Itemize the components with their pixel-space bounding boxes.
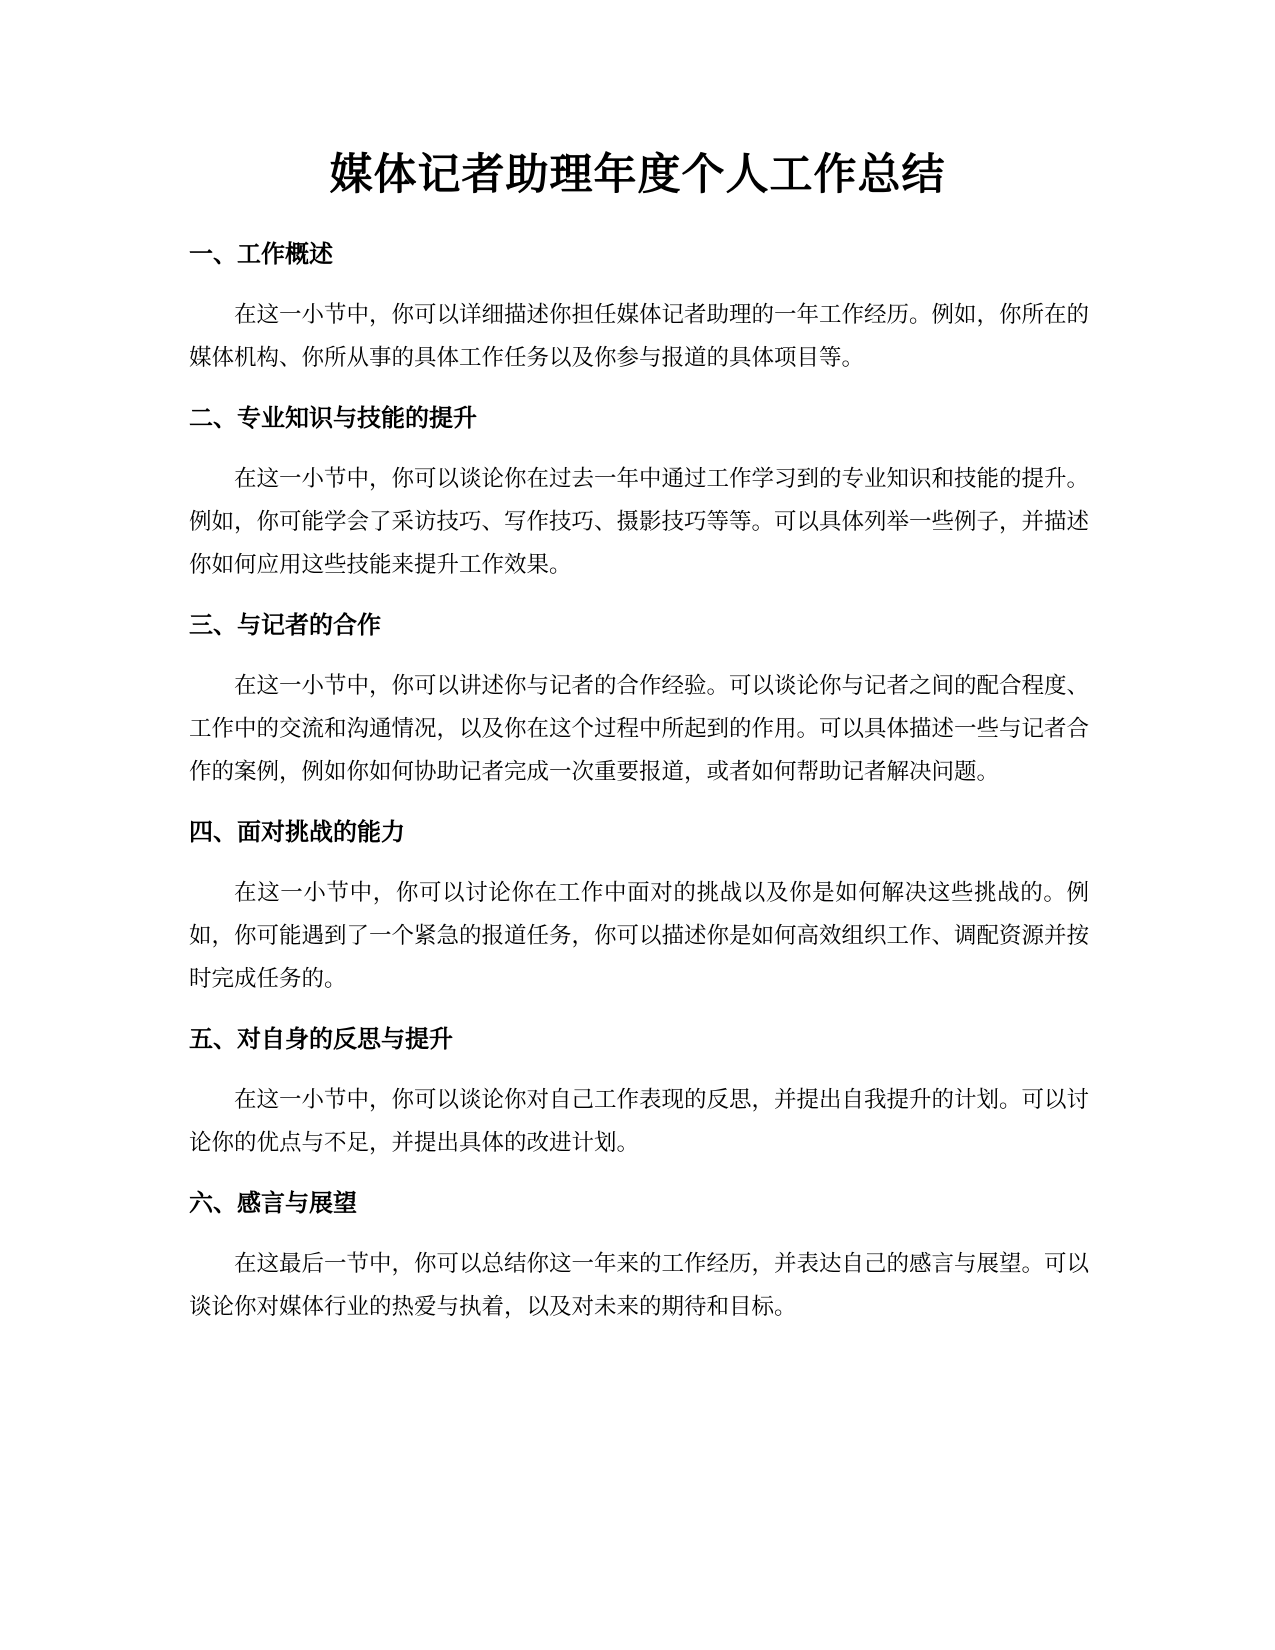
section-heading: 六、感言与展望: [189, 1189, 357, 1217]
section-body: 在这最后一节中，你可以总结你这一年来的工作经历，并表达自己的感言与展望。可以谈论你对媒体行业的热爱与执着，以及对未来的期待和目标。: [189, 1251, 1090, 1320]
section-body: 在这一小节中，你可以讲述你与记者的合作经验。可以谈论你与记者之间的配合程度、工作中的交流和沟通情况，以及你在这个过程中所起到的作用。可以具体描述一些与记者合作的案例，例如你如何协助记者完成一次重要报道，或者如何帮助记者解决问题。: [189, 673, 1090, 785]
section-skills-improvement: [189, 400, 1089, 587]
section-body: 在这一小节中，你可以讨论你在工作中面对的挑战以及你是如何解决这些挑战的。例如，你可能遇到了一个紧急的报道任务，你可以描述你是如何高效组织工作、调配资源并按时完成任务的。: [189, 880, 1090, 992]
section-body: 在这一小节中，你可以详细描述你担任媒体记者助理的一年工作经历。例如，你所在的媒体机构、你所从事的具体工作任务以及你参与报道的具体项目等。: [189, 302, 1090, 371]
section-reflection: [189, 1021, 1089, 1165]
section-heading: 五、对自身的反思与提升: [189, 1025, 453, 1053]
document-content: [189, 236, 1089, 1349]
section-heading: 二、专业知识与技能的提升: [189, 404, 477, 432]
section-heading: 四、面对挑战的能力: [189, 818, 405, 846]
section-cooperation: [189, 607, 1089, 794]
section-body: 在这一小节中，你可以谈论你对自己工作表现的反思，并提出自我提升的计划。可以讨论你的优点与不足，并提出具体的改进计划。: [189, 1087, 1090, 1156]
section-work-overview: [189, 236, 1089, 380]
section-challenges: [189, 814, 1089, 1001]
section-outlook: [189, 1185, 1089, 1329]
document-title: 媒体记者助理年度个人工作总结: [329, 150, 946, 200]
section-heading: 三、与记者的合作: [189, 611, 381, 639]
section-heading: 一、工作概述: [189, 240, 333, 268]
section-body: 在这一小节中，你可以谈论你在过去一年中通过工作学习到的专业知识和技能的提升。例如，你可能学会了采访技巧、写作技巧、摄影技巧等等。可以具体列举一些例子，并描述你如何应用这些技能来提升工作效果。: [189, 466, 1090, 578]
